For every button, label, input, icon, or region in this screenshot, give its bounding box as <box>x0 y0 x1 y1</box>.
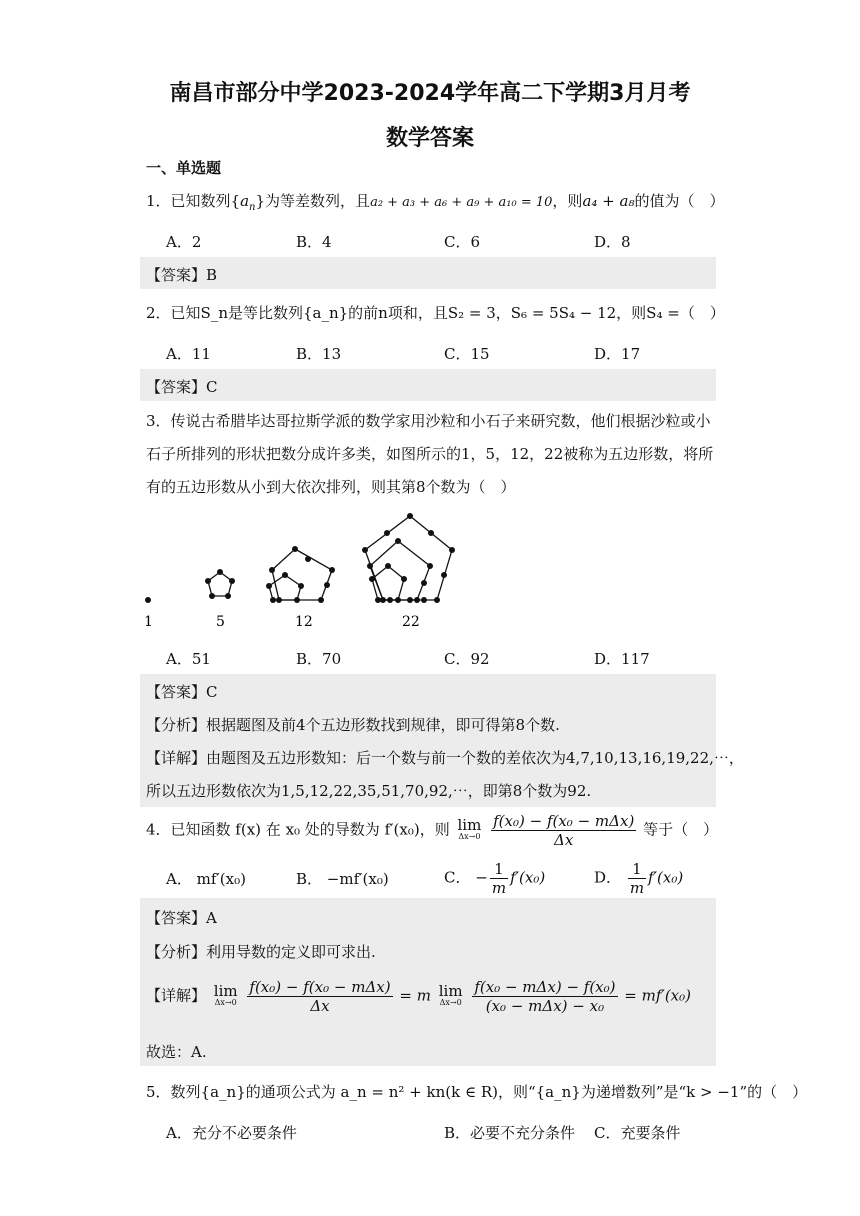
q4-answer: 【答案】A <box>146 909 217 927</box>
q4-option-a: A． mf′(x₀) <box>166 870 246 888</box>
q5-option-a: A．充分不必要条件 <box>166 1124 297 1142</box>
q1-answer-box <box>140 257 716 289</box>
q4-option-d-expr: f′(x₀) <box>648 868 684 887</box>
question-2-stem: 2．已知S_n是等比数列{a_n}的前n项和，且S₂ = 3，S₆ = 5S₄ − 12，则S₄ =（ ） <box>146 304 725 322</box>
q4-stem-pre: 4．已知函数 f(x) 在 x₀ 处的导数为 f′(x₀)，则 <box>146 820 450 839</box>
figure-label-22: 22 <box>402 614 420 630</box>
q2-option-c: C．15 <box>444 345 490 363</box>
q1-option-c: C．6 <box>444 233 481 251</box>
section-heading: 一、单选题 <box>146 159 222 177</box>
q4-detail-limit-sub-2: Δx→0 <box>439 997 462 1007</box>
q4-detail-label: 【详解】 <box>146 986 207 1005</box>
q4-option-d-label: D． <box>594 868 622 887</box>
q2-option-d: D．17 <box>594 345 641 363</box>
q4-stem-end: 等于（ ） <box>643 820 719 839</box>
q1-stem-mid: 为等差数列，且 <box>265 192 371 210</box>
q4-fraction-denominator: Δx <box>554 831 574 849</box>
q3-detail-line1: 【详解】由题图及五边形数知：后一个数与前一个数的差依次为4,7,10,13,16,19,22,⋯， <box>146 749 744 767</box>
figure-label-1: 1 <box>144 614 153 630</box>
figure-label-12: 12 <box>295 614 313 630</box>
q4-detail-denominator-1: Δx <box>310 997 330 1015</box>
q3-option-c: C．92 <box>444 650 490 668</box>
q4-option-c: C． − $\frac{1}{m}$ f′(x₀) <box>444 860 546 897</box>
q4-detail-denominator-2: (x₀ − mΔx) − x₀ <box>485 997 605 1015</box>
q5-option-c: C．充要条件 <box>594 1124 681 1142</box>
question-1-stem: 1．已知数列$\{a_n\}$为等差数列，且a₂ + a₃ + a₆ + a₉ + a₁₀ = 10，则a₄ + a₈的值为（ ） <box>146 192 725 213</box>
q1-stem-pre: 1．已知数列 <box>146 192 231 210</box>
q3-option-b: B．70 <box>296 650 342 668</box>
q3-option-a: A．51 <box>166 650 211 668</box>
page-subtitle: 数学答案 <box>385 126 474 151</box>
q4-option-c-label: C． <box>444 868 471 887</box>
q1-ask: a₄ + a₈ <box>582 192 635 210</box>
q4-fraction <box>491 812 636 849</box>
q4-detail-limit-sub: Δx→0 <box>214 997 237 1007</box>
q3-answer-box <box>140 674 744 807</box>
q4-detail-numerator-1: f(x₀) − f(x₀ − mΔx) <box>249 978 391 996</box>
q3-detail-line2: 所以五边形数依次为1,5,12,22,35,51,70,92,⋯，即第8个数为92. <box>146 782 592 800</box>
q3-answer: 【答案】C <box>146 683 218 701</box>
q4-limit: lim Δx→0 <box>457 815 482 841</box>
q1-option-b: B．4 <box>296 233 332 251</box>
pentagonal-numbers-figure <box>140 510 470 635</box>
q2-answer: 【答案】C <box>146 378 218 396</box>
q1-equation: a₂ + a₃ + a₆ + a₉ + a₁₀ = 10 <box>370 195 553 210</box>
q3-analysis: 【分析】根据题图及前4个五边形数找到规律，即可得第8个数. <box>146 716 560 734</box>
q1-option-a: A．2 <box>166 233 202 251</box>
question-5-stem: 5．数列{a_n}的通项公式为 a_n = n² + kn(k ∈ R)，则“{a_n}为递增数列”是“k > −1”的（ ） <box>146 1083 808 1101</box>
q4-fraction-numerator: f(x₀) − f(x₀ − mΔx) <box>493 812 635 830</box>
q4-conclusion: 故选：A. <box>146 1043 207 1061</box>
q4-option-c-expr: f′(x₀) <box>510 868 546 887</box>
question-4-stem <box>146 812 718 849</box>
q4-limit-sub: Δx→0 <box>458 831 481 841</box>
q4-detail-end: = mf′(x₀) <box>624 986 691 1005</box>
q2-answer-box <box>140 369 716 401</box>
q4-option-b: B． −mf′(x₀) <box>296 870 389 888</box>
q1-stem-end: 的值为（ ） <box>634 192 725 210</box>
page-title: 南昌市部分中学2023-2024学年高二下学期3月月考 <box>169 81 691 106</box>
q3-option-d: D．117 <box>594 650 650 668</box>
q1-option-d: D．8 <box>594 233 631 251</box>
question-3-stem: 3．传说古希腊毕达哥拉斯学派的数学家用沙粒和小石子来研究数，他们根据沙粒或小石子所排列的形状把数分成许多类，如图所示的1，5，12，22被称为五边形数，将所有的五边形数从小到大依次排列，则其第8个数为（ ） <box>146 412 714 496</box>
q1-answer: 【答案】B <box>146 266 218 284</box>
q4-detail-mid: = m <box>399 986 431 1005</box>
q4-option-d: D． $\frac{1}{m}$ f′(x₀) <box>594 860 684 897</box>
q4-answer-box <box>140 898 716 1066</box>
q5-option-b: B．必要不充分条件 <box>444 1124 576 1142</box>
figure-label-5: 5 <box>216 614 225 630</box>
q4-detail: 【详解】 lim Δx→0 $\frac{\text{f(x₀) − f(x₀ − mΔx)}}{\Delta x}$ = m lim Δx→0 $\frac{\text{f(x₀ − mΔx) − f(x₀)}}{\text{(x₀ − mΔx) − x₀}}$ = mf′(x₀) <box>146 978 691 1015</box>
q1-stem-post: ，则 <box>552 192 583 210</box>
q2-option-a: A．11 <box>166 345 211 363</box>
q4-analysis: 【分析】利用导数的定义即可求出. <box>146 943 376 961</box>
q4-detail-numerator-2: f(x₀ − mΔx) − f(x₀) <box>474 978 616 996</box>
q2-option-b: B．13 <box>296 345 342 363</box>
